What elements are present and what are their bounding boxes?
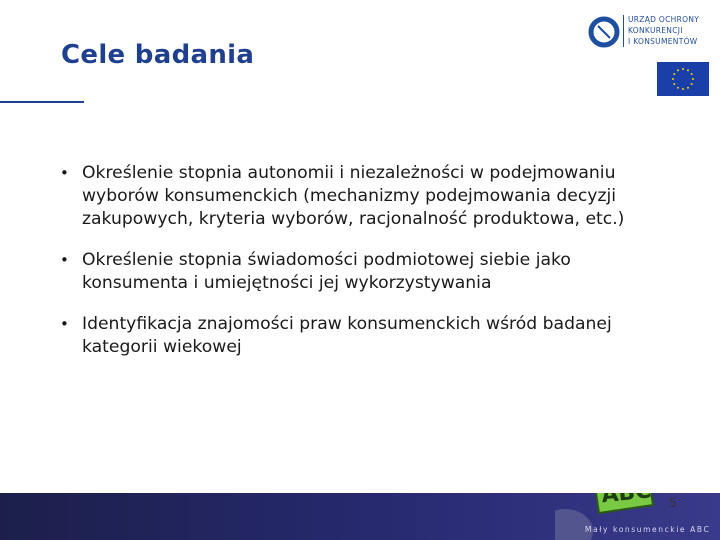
bullet-marker: • [60,164,69,182]
bullet-text: Określenie stopnia autonomii i niezależności w podejmowaniu wyborów konsumenckich (mechanizmy podejmowania decyzji zakupowych, kryteria wyborów, racjonalność produktowa, etc.) [82,163,625,229]
bullet-text: Określenie stopnia świadomości podmiotowej siebie jako konsumenta i umiejętności jej wykorzystywania [82,250,571,293]
page-number: 5 [669,496,677,510]
logo-line: KONKURENCJI [628,26,683,35]
abc-logo-text: ABC [600,478,653,509]
logo-text [628,14,699,47]
bullet-text: Identyfikacja znajomości praw konsumenckich wśród badanej kategorii wiekowej [82,314,612,357]
uokik-logo [588,12,716,52]
page-title: Cele badania [61,40,255,70]
bullet-marker: • [60,251,69,269]
list-item [60,162,640,231]
list-item [60,313,640,359]
uokik-emblem-icon [588,16,620,48]
bullet-list [60,162,640,377]
footer-tagline: Mały konsumenckie ABC [585,525,711,534]
logo-line: URZĄD OCHRONY [628,15,700,24]
bullet-marker: • [60,315,69,333]
footer-banner [0,478,720,540]
logo-line: I KONSUMENTÓW [628,37,698,46]
list-item [60,249,640,295]
logo-divider [623,15,624,47]
eu-flag-icon [657,62,709,96]
title-underline [0,101,84,103]
